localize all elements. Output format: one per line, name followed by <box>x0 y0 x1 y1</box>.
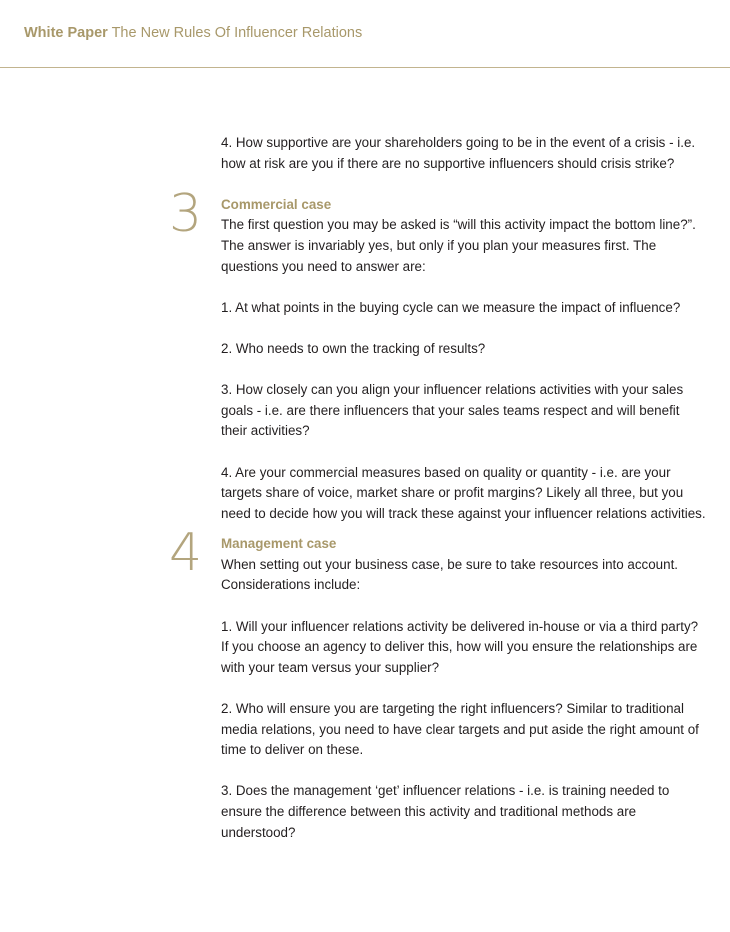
list-item: 4. Are your commercial measures based on quality or quantity - i.e. are your targets share of voice, market share or profit margins? Likely all three, but you need to decide how you will track these against your influencer relations activities. <box>221 464 706 521</box>
intro-item-4: 4. How supportive are your shareholders going to be in the event of a crisis - i.e. how at risk are you if there are no supportive influencers should crisis strike? <box>221 135 696 171</box>
running-header <box>24 25 362 41</box>
list-item: 3. How closely can you align your influencer relations activities with your sales goals - i.e. are there influencers that your sales teams respect and will benefit their activities? <box>221 382 684 439</box>
header-divider <box>0 67 730 68</box>
list-item: 2. Who will ensure you are targeting the right influencers? Similar to traditional media relations, you need to have clear targets and put aside the right amount of time to deliver on these. <box>221 701 699 758</box>
list-item: 2. Who needs to own the tracking of results? <box>221 340 486 356</box>
section-lead: The first question you may be asked is “will this activity impact the bottom line?”. The answer is invariably yes, but only if you plan your measures first. The questions you need to answer are: <box>221 217 696 274</box>
section-lead: When setting out your business case, be sure to take resources into account. Considerations include: <box>221 556 679 593</box>
body-content <box>169 133 706 843</box>
section-commercial-case <box>169 183 706 525</box>
list-item: 1. Will your influencer relations activity be delivered in-house or via a third party? If you choose an agency to deliver this, how will you ensure the relationships are with your team versus your supplier? <box>221 618 699 675</box>
section-heading: Management case <box>221 536 337 552</box>
list-item: 1. At what points in the buying cycle can we measure the impact of influence? <box>221 299 681 315</box>
list-item: 3. Does the management ‘get’ influencer relations - i.e. is training needed to ensure the difference between this activity and traditional methods are understood? <box>221 783 670 840</box>
header-title: The New Rules Of Influencer Relations <box>111 25 363 41</box>
section-number-4: 4 <box>169 523 203 584</box>
section-management-case <box>169 523 706 843</box>
section-number-3: 3 <box>169 183 203 244</box>
section-heading: Commercial case <box>221 196 332 212</box>
header-label: White Paper <box>24 25 108 41</box>
